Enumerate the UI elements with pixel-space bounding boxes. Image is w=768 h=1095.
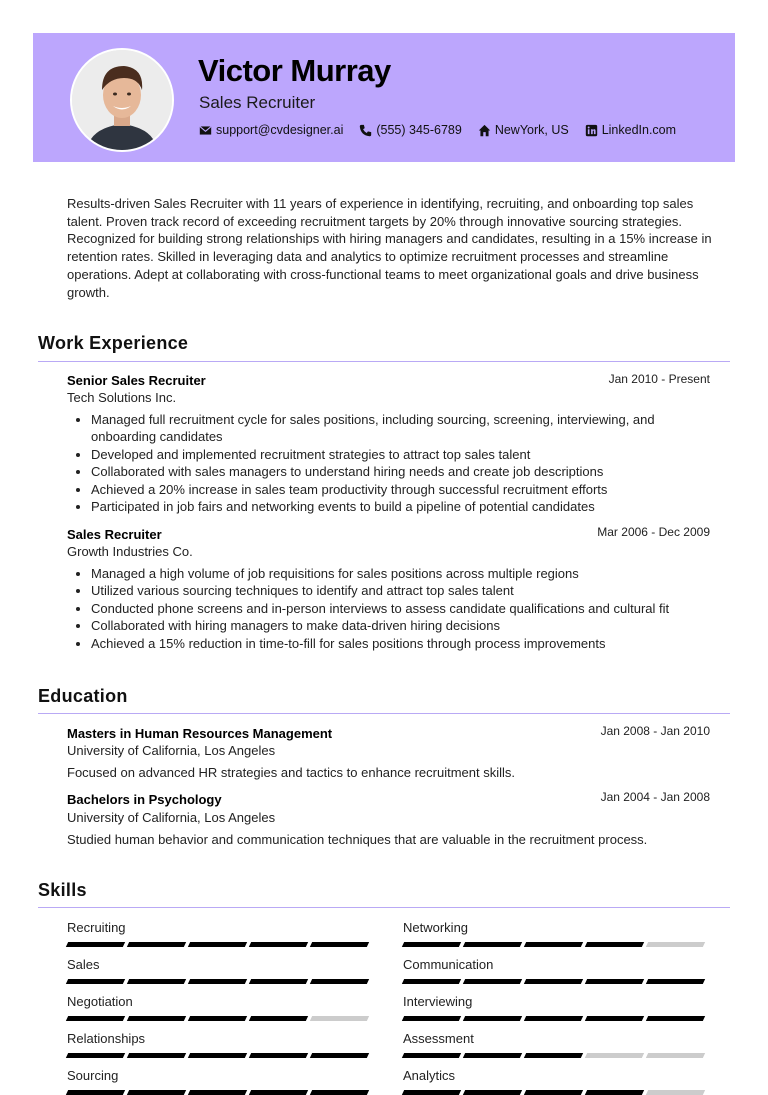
skill-item: [67, 1031, 373, 1058]
job-dates: Mar 2006 - Dec 2009: [597, 525, 710, 539]
envelope-icon: [199, 124, 212, 137]
email-text: support@cvdesigner.ai: [216, 123, 344, 137]
skill-name: Sourcing: [67, 1068, 119, 1083]
skill-level-segment: [585, 1016, 644, 1021]
skill-level-segment: [585, 1053, 644, 1058]
skill-level-segment: [310, 1053, 369, 1058]
skill-level-segment: [66, 1053, 125, 1058]
contact-email[interactable]: [199, 123, 343, 137]
list-item: • Achieved a 20% increase in sales team productivity through successful recruitment efforts: [91, 481, 721, 498]
resume-header: [33, 33, 735, 162]
skill-level-segment: [463, 979, 522, 984]
skill-level-bar: [403, 1016, 709, 1021]
candidate-title: Sales Recruiter: [199, 93, 316, 112]
skill-item: [67, 1068, 373, 1095]
skills-heading: Skills: [38, 880, 87, 900]
skill-level-segment: [249, 1090, 308, 1095]
phone-icon: [359, 124, 372, 137]
linkedin-icon: [585, 124, 598, 137]
list-item: • Managed a high volume of job requisitions for sales positions across multiple regions: [91, 565, 721, 582]
skill-item: [403, 957, 709, 984]
list-item: • Conducted phone screens and in-person interviews to assess candidate qualifications and cultural fit: [91, 600, 721, 617]
degree-title: Masters in Human Resources Management: [67, 726, 333, 741]
skill-name: Recruiting: [67, 920, 126, 935]
skill-level-segment: [188, 1053, 247, 1058]
education-dates: Jan 2004 - Jan 2008: [600, 790, 710, 804]
school-name: University of California, Los Angeles: [67, 810, 276, 825]
list-item: • Managed full recruitment cycle for sales positions, including sourcing, screening, interviewing, and onboarding candidates: [91, 411, 721, 446]
skill-level-segment: [524, 1090, 583, 1095]
candidate-name: Victor Murray: [198, 53, 391, 88]
skill-level-bar: [67, 979, 373, 984]
skill-level-segment: [188, 942, 247, 947]
skill-item: [403, 1068, 709, 1095]
skill-item: [403, 920, 709, 947]
skill-level-segment: [402, 1053, 461, 1058]
job-dates: Jan 2010 - Present: [608, 372, 710, 386]
linkedin-text: LinkedIn.com: [601, 123, 677, 137]
contact-info: [199, 123, 676, 137]
skill-level-segment: [463, 1053, 522, 1058]
skill-level-segment: [402, 979, 461, 984]
job-title: Senior Sales Recruiter: [67, 373, 206, 388]
skill-level-segment: [249, 942, 308, 947]
skill-level-segment: [66, 942, 125, 947]
job-title: Sales Recruiter: [67, 527, 162, 542]
skill-level-segment: [646, 1053, 705, 1058]
job-bullets: [73, 565, 721, 652]
skill-level-segment: [310, 1016, 369, 1021]
skill-name: Networking: [403, 920, 469, 935]
skill-level-bar: [67, 1016, 373, 1021]
skill-level-segment: [127, 1090, 186, 1095]
section-divider: [38, 361, 730, 362]
skill-level-segment: [585, 1090, 644, 1095]
skill-item: [67, 994, 373, 1021]
section-divider: [38, 713, 730, 714]
skill-level-segment: [127, 1053, 186, 1058]
skill-level-segment: [249, 979, 308, 984]
list-item: • Collaborated with hiring managers to make data-driven hiring decisions: [91, 617, 721, 634]
education-description: Studied human behavior and communication techniques that are valuable in the recruitment process.: [67, 832, 648, 847]
skill-level-segment: [188, 979, 247, 984]
home-icon: [478, 124, 491, 137]
skill-level-segment: [66, 1090, 125, 1095]
education-description: Focused on advanced HR strategies and tactics to enhance recruitment skills.: [67, 765, 516, 780]
skill-level-segment: [402, 1090, 461, 1095]
skill-level-segment: [402, 942, 461, 947]
skill-level-bar: [67, 942, 373, 947]
skill-name: Communication: [403, 957, 494, 972]
skill-level-segment: [524, 1016, 583, 1021]
skill-level-segment: [524, 1053, 583, 1058]
skill-level-bar: [403, 942, 709, 947]
skill-name: Sales: [67, 957, 100, 972]
contact-phone[interactable]: [359, 123, 461, 137]
skill-item: [67, 920, 373, 947]
skill-name: Interviewing: [403, 994, 473, 1009]
contact-location[interactable]: [478, 123, 569, 137]
list-item: • Participated in job fairs and networking events to build a pipeline of potential candidates: [91, 498, 721, 515]
list-item: • Collaborated with sales managers to understand hiring needs and create job descriptions: [91, 463, 721, 480]
skill-name: Relationships: [67, 1031, 146, 1046]
job-bullets: [73, 411, 721, 515]
section-divider: [38, 907, 730, 908]
skill-level-segment: [463, 1090, 522, 1095]
location-text: NewYork, US: [494, 123, 569, 137]
skill-level-segment: [463, 1016, 522, 1021]
skill-level-segment: [310, 942, 369, 947]
degree-title: Bachelors in Psychology: [67, 792, 222, 807]
skill-level-segment: [463, 942, 522, 947]
work-experience-heading: Work Experience: [38, 333, 189, 353]
skill-level-segment: [646, 942, 705, 947]
job-company: Growth Industries Co.: [67, 544, 193, 559]
job-company: Tech Solutions Inc.: [67, 390, 177, 405]
skill-level-segment: [188, 1016, 247, 1021]
phone-text: (555) 345-6789: [376, 123, 462, 137]
list-item: • Utilized various sourcing techniques to identify and attract top sales talent: [91, 582, 721, 599]
skill-level-segment: [585, 942, 644, 947]
skill-level-segment: [127, 942, 186, 947]
contact-linkedin[interactable]: [585, 123, 676, 137]
education-heading: Education: [38, 686, 128, 706]
skill-item: [403, 1031, 709, 1058]
skill-level-segment: [402, 1016, 461, 1021]
skill-level-segment: [524, 942, 583, 947]
professional-summary: Results-driven Sales Recruiter with 11 years of experience in identifying, recruiting, and onboarding top sales talent. Proven track record of exceeding recruitment targets by 20% through innovative sourcing strategies. Recognized for building strong relationships with hiring managers and candidates, resulting in a 15% increase in retention rates. Skilled in leveraging data and analytics to optimize recruitment processes and streamline operations. Adept at collaborating with cross-functional teams to meet organizational goals and drive business growth.: [67, 196, 712, 300]
skill-name: Negotiation: [67, 994, 133, 1009]
skill-level-segment: [188, 1090, 247, 1095]
skill-level-segment: [310, 979, 369, 984]
skill-level-segment: [249, 1016, 308, 1021]
skill-level-segment: [585, 979, 644, 984]
school-name: University of California, Los Angeles: [67, 743, 276, 758]
skill-level-segment: [249, 1053, 308, 1058]
skill-level-segment: [127, 979, 186, 984]
skill-level-bar: [67, 1090, 373, 1095]
education-dates: Jan 2008 - Jan 2010: [600, 724, 710, 738]
skill-level-bar: [403, 1090, 709, 1095]
skill-item: [67, 957, 373, 984]
skill-level-segment: [646, 1016, 705, 1021]
skill-name: Analytics: [403, 1068, 456, 1083]
skill-name: Assessment: [403, 1031, 474, 1046]
skill-level-segment: [524, 979, 583, 984]
skill-level-segment: [66, 1016, 125, 1021]
list-item: • Developed and implemented recruitment strategies to attract top sales talent: [91, 446, 721, 463]
skill-level-segment: [310, 1090, 369, 1095]
profile-photo: [70, 48, 174, 152]
skill-level-segment: [646, 1090, 705, 1095]
skill-level-segment: [127, 1016, 186, 1021]
skill-level-bar: [67, 1053, 373, 1058]
skill-level-bar: [403, 979, 709, 984]
skill-level-segment: [646, 979, 705, 984]
skill-level-bar: [403, 1053, 709, 1058]
skill-level-segment: [66, 979, 125, 984]
list-item: • Achieved a 15% reduction in time-to-fill for sales positions through process improvements: [91, 635, 721, 652]
skill-item: [403, 994, 709, 1021]
